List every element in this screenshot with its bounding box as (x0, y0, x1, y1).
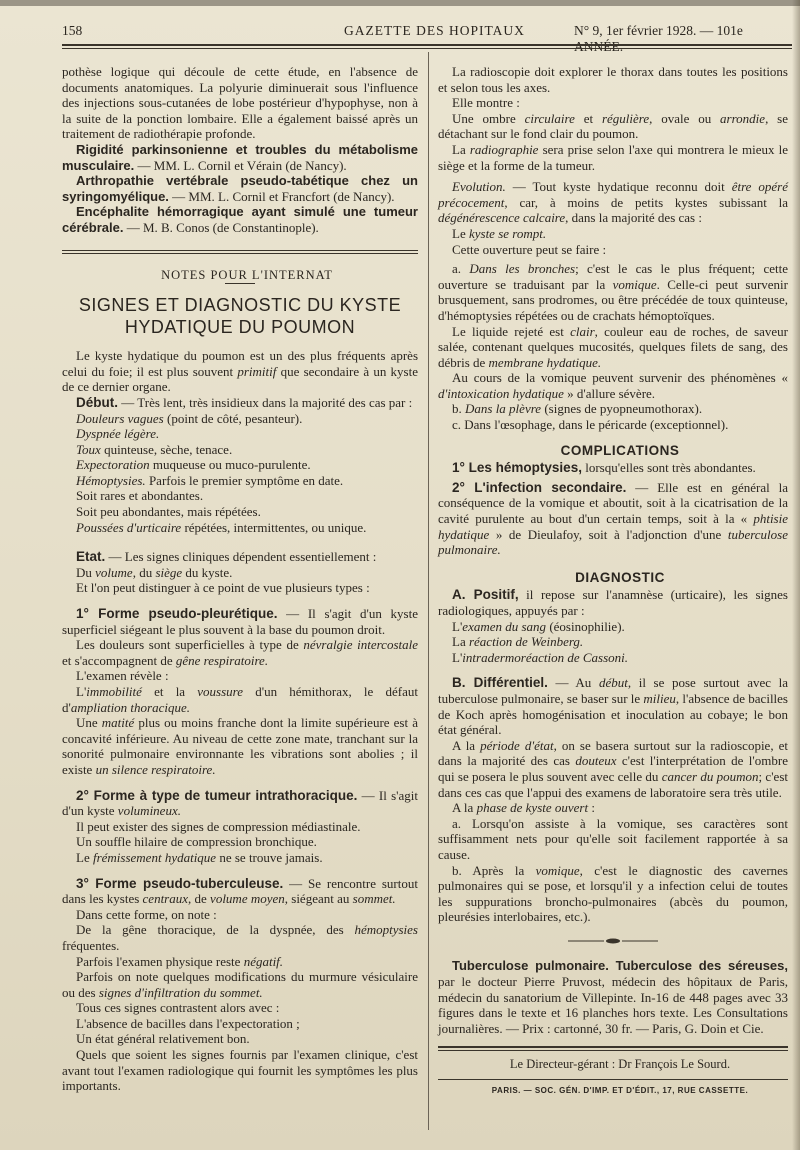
text-run: . Celle-ci peut survenir brusquement, sans prodromes, ou être précédée de toux quinteuse, d'hémoptysies répétées ou de crachats hémoptoïques. (438, 276, 788, 323)
communication-3-title: Encéphalite hémorragique ayant simulé une tumeur cérébrale. (62, 204, 418, 235)
italic-run: régulière (601, 110, 650, 126)
text-run: ne se trouve jamais. (216, 849, 323, 865)
differential-paragraph (438, 800, 788, 816)
heading-text: 2° L'infection secondaire. (452, 479, 627, 495)
form-3-paragraph: Un état général relativement bon. (76, 1031, 250, 1047)
italic-run: négatif. (243, 953, 284, 969)
text-run: b. (452, 401, 465, 417)
debut-item (62, 520, 418, 536)
diagnostic-differential (438, 675, 788, 737)
heading-rest: , il se pose surtout avec la tuberculose pulmonaire, se baser sur le (438, 675, 789, 706)
heading-rest: — Elle est en général la conséquence de la vomique et aboutit, soit à la cicatrisation de la cavité purulente au bout d'un certain temps, soit à la « (438, 479, 788, 527)
text-run: et s'accompagnent de (62, 652, 176, 668)
form-3-paragraph (62, 969, 418, 1000)
italic-run: centraux (142, 891, 189, 907)
communication-2-authors: — MM. L. Cornil et Francfort (de Nancy). (168, 188, 395, 204)
text-run: A la (452, 737, 481, 753)
italic-run: primitif (237, 363, 277, 379)
differential-paragraph (438, 863, 788, 925)
text-run: Du (76, 564, 96, 580)
form-1-paragraph (62, 684, 418, 715)
article-title: SIGNES ET DIAGNOSTIC DU KYSTE HYDATIQUE DU POUMON (78, 295, 402, 338)
text-run: , du (132, 564, 156, 580)
heading-text: Etat. (76, 549, 106, 565)
text-run: La (452, 634, 469, 650)
text-run: — Tout kyste hydatique reconnu doit (505, 179, 732, 195)
page-edge-shadow (792, 0, 800, 1150)
evolution-paragraph (438, 401, 788, 417)
text-run: d'un hémithorax, le défaut d' (62, 684, 418, 715)
book-title: Tuberculose pulmonaire. Tuberculose des séreuses, (452, 958, 788, 974)
text-run: , dans la majorité des cas : (565, 210, 702, 226)
diagnostic-positive (438, 587, 788, 618)
etat-line: Et l'on peut distinguer à ce point de vue plusieurs types : (76, 580, 370, 596)
evolution-paragraph (438, 179, 788, 226)
evolution-paragraph (438, 226, 788, 242)
book-review (438, 958, 788, 1036)
italic-run: vomique (535, 862, 580, 878)
radio-paragraph (438, 111, 788, 142)
communication-3 (62, 204, 418, 235)
italic-run: hémoptysies (354, 922, 418, 938)
journal-title: GAZETTE DES HOPITAUX (344, 23, 525, 38)
heading-rest: — Se rencontre surtout dans les kystes (62, 875, 418, 907)
heading-rest: — Les signes cliniques dépendent essentiellement : (105, 549, 377, 565)
communication-2 (62, 173, 418, 204)
heading-text: B. Différentiel. (452, 675, 548, 691)
heading-text: Début. (76, 394, 118, 410)
top-border (0, 0, 800, 6)
text-run: que secondaire à un kyste de ce dernier organe. (62, 363, 418, 395)
form-1-paragraph (62, 637, 418, 668)
etat-heading (62, 549, 418, 565)
italic-run: volume moyen (210, 891, 285, 907)
complications-heading: COMPLICATIONS (560, 442, 680, 458)
form-3-heading (62, 876, 418, 907)
heading-rest: — Il s'agit d'un kyste superficiel siégeant le plus souvent à la base du poumon droit. (62, 606, 418, 637)
italic-run: membrane hydatique. (488, 354, 602, 370)
italic-run: réaction de Weinberg. (468, 634, 584, 650)
diagnostic-item (438, 634, 788, 650)
ornament-line-icon (568, 937, 658, 945)
text-run: La (452, 141, 470, 157)
director-line: Le Directeur-gérant : Dr François Le Sourd. (509, 1057, 731, 1072)
text-run: , on se basera surtout sur la radioscopie, et dans la majorité des cas (438, 737, 788, 769)
text-run: : (588, 800, 595, 816)
text-run: A la (452, 800, 477, 816)
italic-run: kyste se rompt. (468, 225, 547, 241)
debut-item (62, 411, 418, 427)
heading-rest: , de (188, 891, 211, 907)
debut-item: Soit peu abondantes, mais répétées. (76, 504, 261, 520)
text-run: ; c'est dans ces cas que l'appui des examens de laboratoire sera très utile. (438, 768, 788, 800)
differential-paragraph: a. Lorsqu'on assiste à la vomique, ses caractères sont suffisamment nets pour qu'elle soit facilement rapportée à sa cause. (438, 815, 788, 862)
footer-rule-bottom (438, 1079, 788, 1080)
complication-2 (438, 480, 788, 558)
italic-run: Dyspnée légère. (76, 426, 160, 442)
running-header (62, 20, 792, 54)
heading-rest: lorsqu'elles sont très abondantes. (581, 460, 756, 476)
form-3-paragraph: Dans cette forme, on note : (76, 906, 217, 922)
text-run: Une ombre (452, 110, 525, 126)
italic-run: voussure (197, 684, 244, 699)
italic-run: début (598, 675, 628, 691)
communication-1 (62, 142, 418, 173)
complication-1 (438, 460, 788, 476)
text-run: Le liquide rejeté est (452, 323, 571, 339)
heading-rest: — Très lent, très insidieux dans la majorité des cas par : (118, 394, 413, 410)
book-details: par le docteur Pierre Pruvost, médecin des hôpitaux de Paris, médecin du sanatorium de Villepinte. In-16 de 448 pages avec 33 figures dans le texte et 16 planches hors texte. Les Consultations journalières. — Prix : cartonné, 30 fr. — Paris, G. Doin et Cie. (438, 974, 788, 1036)
heading-rest: , l'absence de bacilles de Koch après homogénisation et inoculation au cobaye; le bon état général. (438, 690, 788, 738)
radio-paragraph: La radioscopie doit explorer le thorax dans toutes les positions et selon tous les axes. (438, 64, 788, 95)
text-run: a. (452, 261, 470, 277)
italic-run: un silence respiratoire. (95, 761, 216, 777)
diagnostic-item (438, 650, 788, 666)
heading-text: 1° Les hémoptysies, (452, 460, 582, 476)
text-run: L' (76, 684, 87, 699)
radio-paragraph: Elle montre : (452, 95, 520, 111)
italic-run: matité (101, 715, 135, 731)
text-run: L' (452, 649, 463, 665)
footer-rule-thin (438, 1050, 788, 1051)
communication-1-authors: — MM. L. Cornil et Vérain (de Nancy). (134, 157, 347, 173)
italic-run: radiographie (469, 141, 539, 157)
header-rule-thin (62, 48, 792, 49)
italic-run: signes d'infiltration du sommet. (98, 984, 263, 1000)
debut-item (62, 473, 418, 489)
italic-run: dégénérescence calcaire (438, 210, 566, 226)
communication-2-title: Arthropathie vertébrale pseudo-tabétique chez un syringomyélique. (62, 173, 418, 204)
text-run: b. Après la (452, 862, 536, 878)
italic-run: tuberculose pulmonaire. (438, 526, 788, 558)
italic-run: Poussées d'urticaire (76, 519, 182, 535)
form-1-heading (62, 606, 418, 637)
italic-run: siège (155, 564, 183, 580)
heading-rest: — Il s'agit d'un kyste (62, 787, 418, 819)
text-run: (point de côté, pesanteur). (163, 410, 303, 426)
italic-run: Hémoptysies. (76, 472, 146, 488)
evolution-paragraph (438, 370, 788, 401)
text-run: muqueuse ou muco-purulente. (149, 457, 311, 473)
text-run: Le (76, 849, 93, 865)
text-run: Le kyste hydatique du poumon est un des plus fréquents après celui du foie; il est plus souvent (62, 348, 418, 379)
italic-run: immobilité (86, 684, 142, 699)
section-rule-top (62, 250, 418, 251)
debut-item (62, 442, 418, 458)
text-run: , car, à moins de petits kystes subissant la (504, 194, 788, 210)
issue-info: N° 9, 1er février 1928. — 101e ANNÉE. (574, 23, 743, 54)
evolution-paragraph (438, 261, 788, 323)
italic-run: volume (95, 564, 133, 580)
footer-rule-thick (438, 1046, 788, 1048)
text-run: Les douleurs sont superficielles à type de (76, 637, 304, 653)
text-run: du kyste. (182, 564, 233, 580)
page-number: 158 (62, 23, 83, 38)
debut-heading (62, 395, 418, 411)
heading-text: A. Positif, (452, 587, 519, 603)
evolution-paragraph (438, 324, 788, 371)
italic-run: intradermoréaction de Cassoni. (462, 649, 629, 665)
form-1-paragraph: L'examen révèle : (76, 668, 169, 684)
text-run: plus ou moins franche dont la limite supérieure est à concavité inférieure. Au niveau de cette zone mate, tranchant sur la sonorité pulmonaire environnante les vibrations sont abolies ; il existe (62, 715, 418, 777)
italic-run: névralgie intercostale (303, 637, 418, 653)
italic-run: ampliation thoracique. (70, 699, 191, 715)
diagnostic-item (438, 619, 788, 635)
text-run: , c'est le diagnostic des cavernes pulmonaires qui se pose, et lorsqu'il y a infection celui de toutes les suppurations broncho-pulmonaires (abcès du poumon, pleurésies interlobaires, etc.). (438, 862, 788, 925)
italic-run: période d'état (480, 737, 554, 753)
italic-run: phtisie hydatique (438, 511, 788, 542)
text-run: Parfois le premier symptôme en date. (145, 472, 344, 488)
text-run: quinteuse, sèche, tenace. (100, 441, 233, 457)
form-2-paragraph: Il peut exister des signes de compression médiastinale. (76, 818, 361, 834)
italic-run: être opéré précocement (438, 179, 789, 210)
text-run: Le (452, 225, 469, 241)
header-rule-thick (62, 44, 792, 46)
italic-run: sommet. (352, 891, 396, 907)
form-3-paragraph (62, 954, 418, 970)
debut-item (62, 426, 418, 442)
form-2-paragraph (62, 850, 418, 866)
italic-run: examen du sang (462, 618, 547, 634)
text-run: , se détachant sur le fond clair du poumon. (438, 110, 788, 142)
section-label: NOTES POUR L'INTERNAT (161, 267, 333, 282)
italic-run: Douleurs vagues (76, 410, 164, 426)
intro-paragraph: pothèse logique qui découle de cette étude, en l'absence de documents anatomiques. La polyurie diminuerait sous l'influence des injections sous-cutanées de lobe postérieur d'hypophyse, non à la suite de la ponction lombaire. Elle a également baissé après un traitement de radiothérapie profonde. (62, 64, 418, 142)
heading-text: 1° Forme pseudo-pleurétique. (76, 606, 278, 622)
italic-run: phase de kyste ouvert (476, 800, 589, 816)
italic-run: vomique (612, 276, 657, 292)
form-3-paragraph (62, 922, 418, 953)
italic-run: frémissement hydatique (92, 849, 217, 865)
italic-run: volumineux. (117, 803, 181, 819)
column-separator (428, 52, 429, 1130)
evolution-paragraph: c. Dans l'œsophage, dans le péricarde (exceptionnel). (452, 417, 729, 433)
section-label-rule (225, 283, 255, 284)
heading-text: 2° Forme à type de tumeur intrathoracique. (76, 787, 358, 803)
text-run: et la (141, 684, 198, 699)
text-run: De la gêne thoracique, de la dyspnée, des (76, 922, 355, 938)
text-run: ; c'est le cas le plus fréquent; cette ouverture se traduisant par la (438, 261, 788, 292)
left-column (62, 64, 418, 1094)
italic-run: douteux (575, 753, 617, 769)
section-ornament (438, 933, 788, 949)
evolution-paragraph: Cette ouverture peut se faire : (452, 241, 607, 257)
heading-text: 3° Forme pseudo-tuberculeuse. (76, 875, 284, 891)
text-run: L' (452, 618, 463, 634)
form-3-paragraph: Tous ces signes contrastent alors avec : (76, 1000, 280, 1016)
italic-run: cancer du poumon (661, 768, 759, 784)
text-run: (éosinophilie). (546, 618, 625, 634)
debut-item: Soit rares et abondantes. (76, 488, 204, 504)
section-rule-bottom (62, 253, 418, 254)
text-run: (signes de pyopneumothorax). (541, 401, 703, 417)
italic-run: clair (570, 323, 595, 339)
italic-run: Dans les bronches (469, 261, 576, 277)
communication-1-title: Rigidité parkinsonienne et troubles du métabolisme musculaire. (62, 141, 418, 173)
italic-run: Dans la plèvre (465, 401, 542, 417)
italic-run: gêne respiratoire. (175, 652, 269, 668)
radio-paragraph (438, 142, 788, 173)
form-1-paragraph (62, 715, 418, 777)
heading-rest: il repose sur l'anamnèse (urticaire), les signes radiologiques, appuyés par : (438, 587, 788, 618)
form-3-paragraph: L'absence de bacilles dans l'expectoration ; (76, 1015, 300, 1031)
right-column (438, 64, 788, 1099)
text-run: répétées, intermittentes, ou unique. (181, 519, 367, 535)
heading-rest: — Au (547, 675, 599, 691)
text-run: fréquentes. (62, 937, 120, 953)
text-run: , couleur eau de roches, de saveur salée, contenant quelques mucosités, quelques filets de sang, des débris de (438, 323, 788, 370)
text-run: Parfois on note quelques modifications du murmure vésiculaire ou des (62, 969, 418, 1000)
heading-rest: , siégeant au (284, 891, 353, 907)
form-2-paragraph: Un souffle hilaire de compression bronchique. (76, 834, 317, 850)
text-run: , ovale ou (649, 110, 721, 126)
text-run: et (574, 110, 602, 126)
form-3-paragraph: Quels que soient les signes fournis par l'examen clinique, c'est avant tout l'examen radiologique qui fournit les symptômes les plus importants. (62, 1047, 418, 1094)
etat-line (62, 565, 418, 581)
italic-run: Toux (76, 441, 101, 457)
italic-run: circulaire (524, 110, 575, 126)
text-run: Parfois l'examen physique reste (76, 953, 244, 969)
italic-run: milieu (643, 690, 676, 706)
italic-run: Expectoration (76, 457, 150, 473)
printer-line: PARIS. — SOC. GÉN. D'IMP. ET D'ÉDIT., 17, RUE CASSETTE. (491, 1086, 749, 1096)
italic-run: arrondie (720, 110, 766, 126)
heading-rest: » de Dieulafoy, soit à l'adjonction d'une (489, 526, 728, 542)
text-run: Une (76, 715, 102, 731)
communication-3-authors: — M. B. Conos (de Constantinople). (123, 219, 319, 235)
article-intro (62, 348, 418, 395)
form-2-heading (62, 788, 418, 819)
text-run: Au cours de la vomique peuvent survenir des phénomènes « (452, 370, 788, 386)
text-run: » d'allure sévère. (563, 385, 656, 401)
diagnostic-heading: DIAGNOSTIC (575, 569, 665, 585)
text-run: sera prise selon l'axe qui montrera le mieux le siège et la forme de la tumeur. (438, 141, 788, 173)
italic-run: Evolution. (452, 179, 506, 195)
text-run: c'est l'interprétation de l'ombre qui se posera le plus souvent avec celle du (438, 753, 788, 784)
italic-run: d'intoxication hydatique (438, 385, 564, 401)
differential-paragraph (438, 738, 788, 800)
debut-item (62, 457, 418, 473)
